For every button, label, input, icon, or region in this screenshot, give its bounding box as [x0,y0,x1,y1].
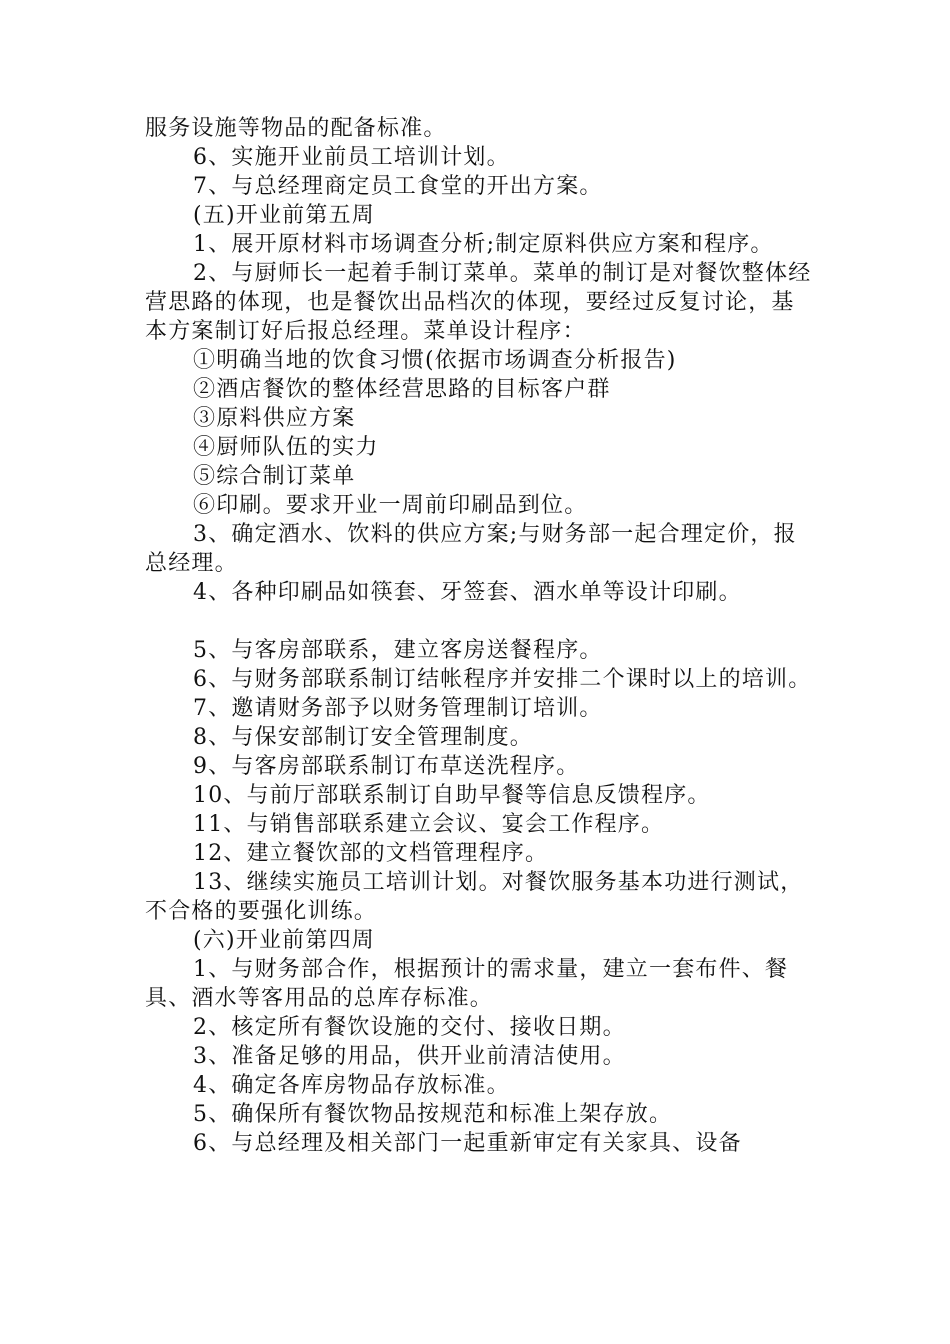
paragraph: 13、继续实施员工培训计划。对餐饮服务基本功进行测试，不合格的要强化训练。 [145,870,804,924]
paragraph: 5、确保所有餐饮物品按规范和标准上架存放。 [193,1102,673,1127]
paragraph: 1、与财务部合作，根据预计的需求量，建立一套布件、餐具、酒水等客用品的总库存标准。 [145,957,789,1011]
paragraph: 1、展开原材料市场调查分析;制定原料供应方案和程序。 [193,232,774,257]
paragraph: ⑤综合制订菜单 [193,464,356,489]
paragraph: ④厨师队伍的实力 [193,435,379,460]
paragraph: 3、确定酒水、饮料的供应方案;与财务部一起合理定价，报总经理。 [145,522,797,576]
paragraph: 5、与客房部联系，建立客房送餐程序。 [193,638,603,663]
paragraph: 7、与总经理商定员工食堂的开出方案。 [193,174,603,199]
paragraph: 8、与保安部制订安全管理制度。 [193,725,533,750]
paragraph: 10、与前厅部联系制订自助早餐等信息反馈程序。 [193,783,711,808]
paragraph: ①明确当地的饮食习惯(依据市场调查分析报告) [193,348,677,373]
paragraph: 服务设施等物品的配备标准。 [145,116,447,141]
paragraph: 7、邀请财务部予以财务管理制订培训。 [193,696,603,721]
paragraph: 6、与财务部联系制订结帐程序并安排二个课时以上的培训。 [193,667,812,692]
paragraph: (六)开业前第四周 [193,928,375,953]
paragraph: ②酒店餐饮的整体经营思路的目标客户群 [193,377,611,402]
paragraph: 11、与销售部联系建立会议、宴会工作程序。 [193,812,665,837]
paragraph: ③原料供应方案 [193,406,356,431]
paragraph: 9、与客房部联系制订布草送洗程序。 [193,754,580,779]
paragraph: 4、各种印刷品如筷套、牙签套、酒水单等设计印刷。 [193,580,742,605]
paragraph: 12、建立餐饮部的文档管理程序。 [193,841,549,866]
paragraph: 6、与总经理及相关部门一起重新审定有关家具、设备 [193,1131,742,1156]
paragraph: ⑥印刷。要求开业一周前印刷品到位。 [193,493,588,518]
paragraph: 2、与厨师长一起着手制订菜单。菜单的制订是对餐饮整体经营思路的体现，也是餐饮出品档次的体现，要经过反复讨论，基本方案制订好后报总经理。菜单设计程序： [145,261,812,344]
paragraph: 2、核定所有餐饮设施的交付、接收日期。 [193,1015,626,1040]
paragraph: (五)开业前第五周 [193,203,375,228]
paragraph: 6、实施开业前员工培训计划。 [193,145,510,170]
blank-line [145,607,815,636]
document-body [145,114,815,1158]
paragraph: 3、准备足够的用品，供开业前清洁使用。 [193,1044,626,1069]
paragraph: 4、确定各库房物品存放标准。 [193,1073,510,1098]
